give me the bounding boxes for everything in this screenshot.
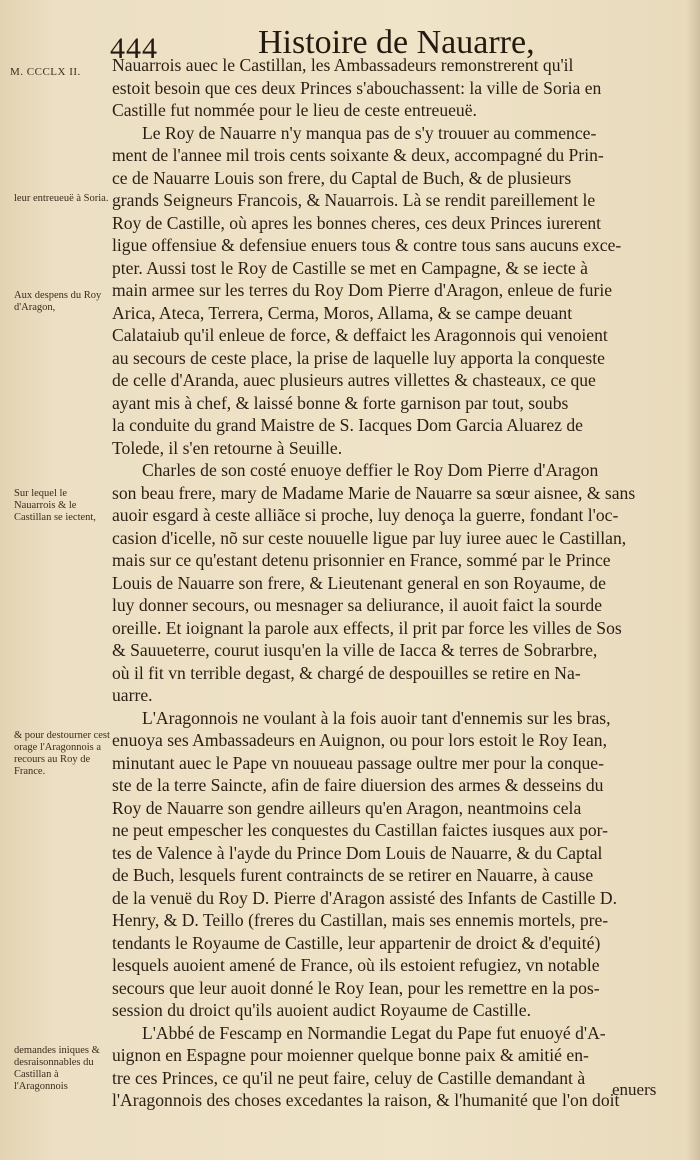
text-line: Roy de Nauarre son gendre ailleurs qu'en Aragon, neantmoins cela xyxy=(112,797,582,818)
text-line: minutant auec le Pape vn nouueau passage oultre mer pour la conque- xyxy=(112,752,604,773)
text-line: L'Aragonnois ne voulant à la fois auoir tant d'ennemis sur les bras, xyxy=(142,707,611,728)
page-edge-shadow xyxy=(686,0,700,1160)
text-line: Louis de Nauarre son frere, & Lieutenant general en son Royaume, de xyxy=(112,572,606,593)
text-line: de celle d'Aranda, auec plusieurs autres villettes & chasteaux, ce que xyxy=(112,370,596,390)
text-line: main armee sur les terres du Roy Dom Pierre d'Aragon, enleue de furie xyxy=(112,280,613,300)
text-line: Calataiub qu'il enleue de force, & deffaict les Aragonnois qui venoient xyxy=(112,325,608,345)
text-line: lesquels auoient amené de France, où ils estoient refugiez, vn notable xyxy=(112,955,600,975)
paragraph xyxy=(112,1022,660,1112)
text-line: ligue offensiue & defensiue enuers tous & contre tous sans aucuns exce- xyxy=(112,235,622,255)
body-text xyxy=(112,54,660,1112)
text-line: Henry, & D. Teillo (freres du Castillan, mais ses ennemis mortels, pre- xyxy=(112,910,609,930)
text-line: ment de l'annee mil trois cents soixante & deux, accompagné du Prin- xyxy=(112,145,604,165)
text-line: session du droict qu'ils auoient audict Royaume de Castille. xyxy=(112,1000,531,1020)
text-line: L'Abbé de Fescamp en Normandie Legat du Pape fut enuoyé d'A- xyxy=(142,1022,606,1043)
margin-note: & pour destourner cest orage l'Aragonnois a recours au Roy de France. xyxy=(14,730,110,777)
text-line: enuoya ses Ambassadeurs en Auignon, ou pour lors estoit le Roy Iean, xyxy=(112,730,607,750)
text-line: oreille. Et ioignant la parole aux effects, il prit par force les villes de Sos xyxy=(112,617,622,638)
text-line: secours que leur auoit donné le Roy Iean, pour les remettre en la pos- xyxy=(112,977,600,998)
text-line: Castille fut nommée pour le lieu de ceste entreueuë. xyxy=(112,100,477,120)
margin-note: Sur lequel le Nauarrois & le Castillan se iectent, xyxy=(14,488,96,523)
text-line: tendants le Royaume de Castille, leur appartenir de droict & d'equité) xyxy=(112,932,601,953)
margin-note: demandes iniques & desraisonnables du Castillan à l'Aragonnois xyxy=(14,1045,100,1092)
text-line: mais sur ce qu'estant detenu prisonnier en France, sommé par le Prince xyxy=(112,550,611,570)
text-line: ste de la terre Saincte, afin de faire diuersion des armes & desseins du xyxy=(112,775,604,795)
text-line: au secours de ceste place, la prise de laquelle luy apporta la conqueste xyxy=(112,347,605,368)
text-line: de Buch, lesquels furent contraincts de se retirer en Nauarre, à cause xyxy=(112,865,594,885)
text-line: casion d'icelle, nõ sur ceste nouuelle ligue par luy iuree auec le Castillan, xyxy=(112,527,627,548)
text-line: son beau frere, mary de Madame Marie de Nauarre sa sœur aisnee, & sans xyxy=(112,482,636,503)
text-line: pter. Aussi tost le Roy de Castille se met en Campagne, & se iecte à xyxy=(112,257,588,278)
text-line: l'Aragonnois des choses excedantes la raison, & l'humanité que l'on doit xyxy=(112,1090,620,1110)
text-line: auoir esgard à ceste alliãce si proche, luy denoça la guerre, fondant l'oc- xyxy=(112,505,619,525)
paragraph xyxy=(112,707,660,1022)
text-line: tre ces Princes, ce qu'il ne peut faire, celuy de Castille demandant à xyxy=(112,1067,586,1088)
paragraph xyxy=(112,122,660,460)
catchword: enuers xyxy=(612,1080,657,1099)
text-line: uignon en Espagne pour moienner quelque bonne paix & amitié en- xyxy=(112,1045,589,1065)
text-line: Tolede, il s'en retourne à Seuille. xyxy=(112,437,343,458)
text-line: grands Seigneurs Francois, & Nauarrois. Là se rendit pareillement le xyxy=(112,190,596,210)
margin-note: leur entreueuë à Soria. xyxy=(14,193,109,204)
text-line: uarre. xyxy=(112,685,153,705)
text-line: de la venuë du Roy D. Pierre d'Aragon assisté des Infants de Castille D. xyxy=(112,887,617,908)
margin-year: M. CCCLX II. xyxy=(10,66,81,78)
text-line: Roy de Castille, où apres les bonnes cheres, ces deux Princes iurerent xyxy=(112,212,602,233)
text-line: ce de Nauarre Louis son frere, du Captal de Buch, & de plusieurs xyxy=(112,167,572,188)
text-line: luy donner secours, ou mesnager sa deliurance, il auoit faict la sourde xyxy=(112,595,603,615)
text-line: Nauarrois auec le Castillan, les Ambassadeurs remonstrerent qu'il xyxy=(112,55,574,75)
text-line: Le Roy de Nauarre n'y manqua pas de s'y trouuer au commence- xyxy=(142,122,597,143)
paragraph xyxy=(112,54,660,122)
text-line: la conduite du grand Maistre de S. Iacques Dom Garcia Aluarez de xyxy=(112,415,583,435)
text-line: où il fit vn terrible degast, & chargé de despouilles se retire en Na- xyxy=(112,662,581,683)
text-line: & Sauueterre, courut iusqu'en la ville de Iacca & terres de Sobrarbre, xyxy=(112,640,598,660)
paragraph xyxy=(112,459,660,707)
text-line: ne peut empescher les conquestes du Castillan faictes iusques aux por- xyxy=(112,820,609,840)
text-line: estoit besoin que ces deux Princes s'abouchassent: la ville de Soria en xyxy=(112,77,602,98)
text-line: Charles de son costé enuoye deffier le Roy Dom Pierre d'Aragon xyxy=(142,460,599,480)
running-title: Histoire de Nauarre, xyxy=(258,24,535,61)
page-number: 444 xyxy=(110,32,158,65)
text-line: Arica, Ateca, Terrera, Cerma, Moros, Allama, & se campe deuant xyxy=(112,302,573,323)
text-line: tes de Valence à l'ayde du Prince Dom Louis de Nauarre, & du Captal xyxy=(112,842,603,863)
text-line: ayant mis à chef, & laissé bonne & forte garnison par tout, soubs xyxy=(112,392,569,413)
margin-note: Aux despens du Roy d'Aragon, xyxy=(14,290,102,313)
